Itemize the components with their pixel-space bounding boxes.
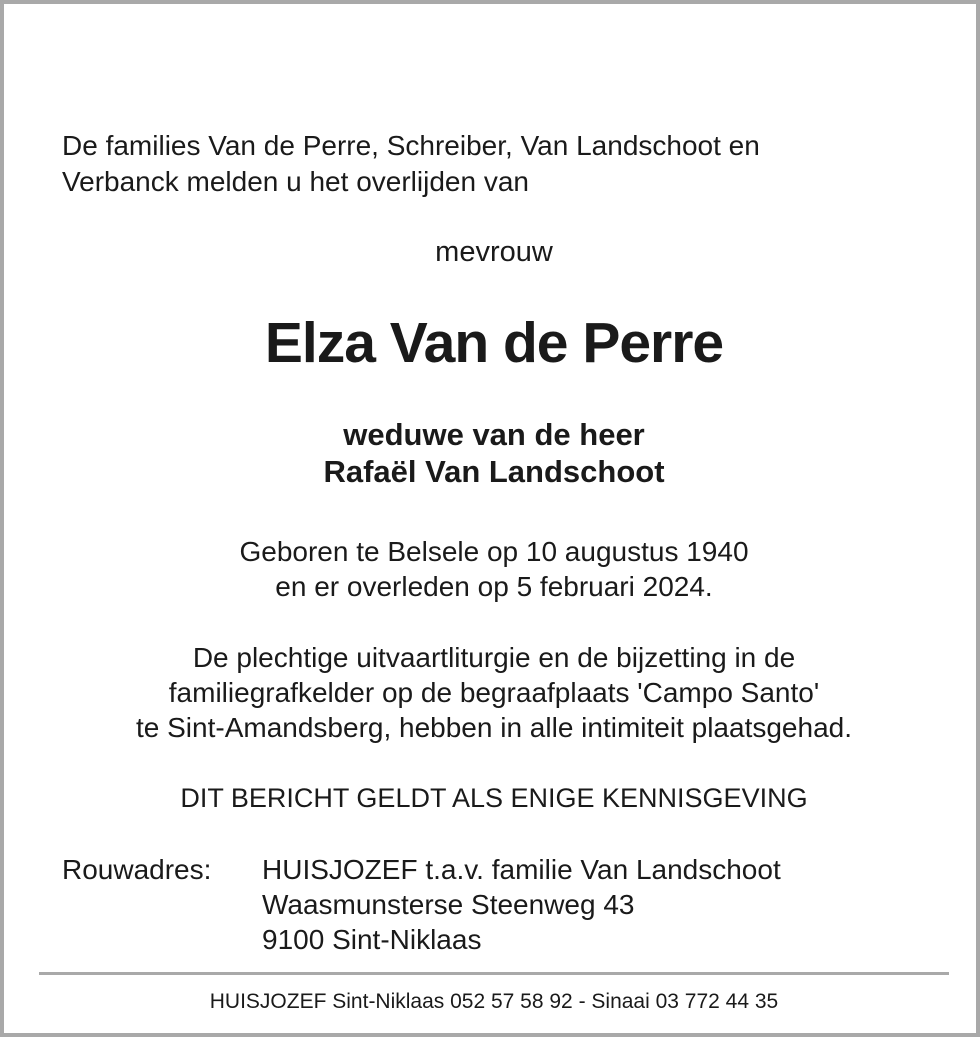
widow-of-line-1: weduwe van de heer	[343, 417, 645, 452]
ceremony-line-2: familiegrafkelder op de begraafplaats 'Campo Santo'	[168, 677, 820, 708]
notice-statement: DIT BERICHT GELDT ALS ENIGE KENNISGEVING	[180, 783, 808, 813]
mourning-address-line-3: 9100 Sint-Niklaas	[262, 924, 482, 955]
birth-death-info	[4, 534, 980, 604]
mourning-address-label: Rouwadres:	[62, 854, 212, 885]
intro-line-1: De families Van de Perre, Schreiber, Van Landschoot en	[62, 130, 760, 161]
birth-line: Geboren te Belsele op 10 augustus 1940	[239, 536, 749, 567]
deceased-name: Elza Van de Perre	[264, 311, 724, 375]
widow-of	[4, 416, 980, 490]
mourning-address	[262, 852, 781, 957]
mourning-address-line-1: HUISJOZEF t.a.v. familie Van Landschoot	[262, 854, 781, 885]
widow-of-line-2: Rafaël Van Landschoot	[323, 454, 665, 489]
ceremony-paragraph	[4, 640, 980, 745]
funeral-home-footer: HUISJOZEF Sint-Niklaas 052 57 58 92 - Sinaai 03 772 44 35	[209, 990, 779, 1013]
ceremony-line-3: te Sint-Amandsberg, hebben in alle intimiteit plaatsgehad.	[136, 712, 852, 743]
intro-paragraph	[62, 128, 922, 200]
death-line: en er overleden op 5 februari 2024.	[275, 571, 713, 602]
intro-line-2: Verbanck melden u het overlijden van	[62, 166, 529, 197]
footer-divider	[39, 972, 949, 975]
mourning-address-line-2: Waasmunsterse Steenweg 43	[262, 889, 635, 920]
ceremony-line-1: De plechtige uitvaartliturgie en de bijzetting in de	[192, 642, 796, 673]
title-word: mevrouw	[435, 236, 553, 268]
